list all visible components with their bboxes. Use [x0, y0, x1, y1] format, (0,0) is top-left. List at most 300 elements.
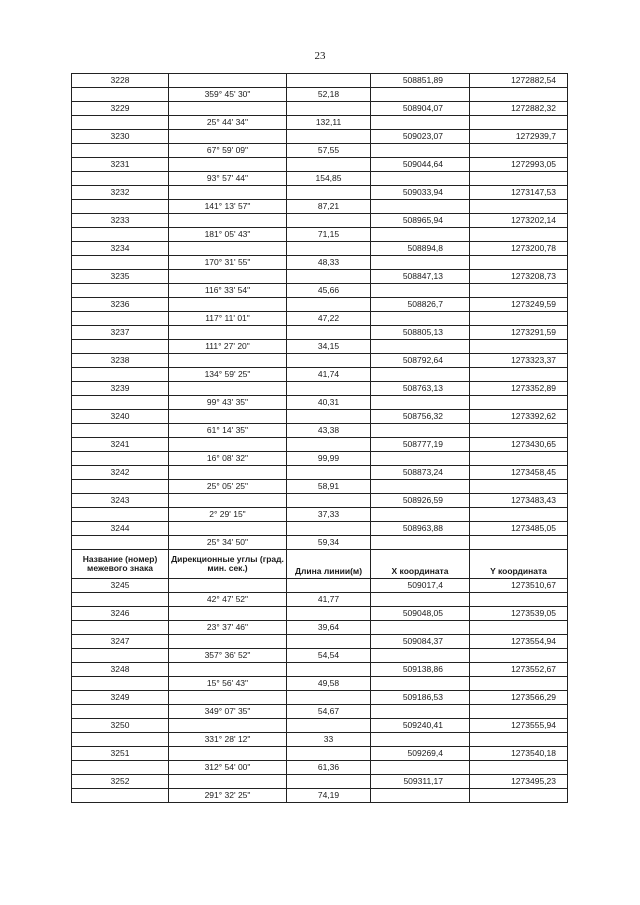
- marker-row: [72, 579, 568, 593]
- marker-name-cell: 3239: [72, 382, 169, 396]
- marker-name-cell: [72, 424, 169, 438]
- header-row: [72, 550, 568, 579]
- line-length-cell: [287, 635, 371, 649]
- line-length-cell: 58,91: [287, 480, 371, 494]
- marker-row: [72, 466, 568, 480]
- marker-name-cell: 3246: [72, 607, 169, 621]
- line-length-cell: [287, 607, 371, 621]
- direction-angle-cell: [169, 298, 287, 312]
- marker-name-cell: 3247: [72, 635, 169, 649]
- x-coordinate-cell: [371, 508, 470, 522]
- x-coordinate-cell: 508763,13: [371, 382, 470, 396]
- x-coordinate-cell: [371, 677, 470, 691]
- marker-name-cell: 3240: [72, 410, 169, 424]
- marker-name-cell: 3228: [72, 74, 169, 88]
- x-coordinate-cell: 509048,05: [371, 607, 470, 621]
- marker-name-cell: 3242: [72, 466, 169, 480]
- line-length-cell: 52,18: [287, 88, 371, 102]
- marker-row: [72, 158, 568, 172]
- x-coordinate-cell: [371, 424, 470, 438]
- header-angle: Дирекционные углы (град. мин. сек.): [169, 550, 287, 579]
- line-length-cell: [287, 354, 371, 368]
- header-x: X координата: [371, 550, 470, 579]
- segment-row: [72, 116, 568, 130]
- x-coordinate-cell: 508926,59: [371, 494, 470, 508]
- direction-angle-cell: 116° 33' 54": [169, 284, 287, 298]
- segment-row: [72, 508, 568, 522]
- direction-angle-cell: 67° 59' 09": [169, 144, 287, 158]
- y-coordinate-cell: [470, 228, 568, 242]
- marker-name-cell: 3235: [72, 270, 169, 284]
- y-coordinate-cell: [470, 424, 568, 438]
- direction-angle-cell: [169, 186, 287, 200]
- segment-row: [72, 761, 568, 775]
- direction-angle-cell: [169, 74, 287, 88]
- direction-angle-cell: [169, 382, 287, 396]
- segment-row: [72, 480, 568, 494]
- direction-angle-cell: 312° 54' 00": [169, 761, 287, 775]
- x-coordinate-cell: 509311,17: [371, 775, 470, 789]
- line-length-cell: [287, 438, 371, 452]
- marker-row: [72, 438, 568, 452]
- segment-row: [72, 593, 568, 607]
- line-length-cell: [287, 382, 371, 396]
- direction-angle-cell: 16° 08' 32": [169, 452, 287, 466]
- y-coordinate-cell: 1273554,94: [470, 635, 568, 649]
- marker-name-cell: 3237: [72, 326, 169, 340]
- y-coordinate-cell: 1272882,54: [470, 74, 568, 88]
- line-length-cell: 45,66: [287, 284, 371, 298]
- x-coordinate-cell: 508826,7: [371, 298, 470, 312]
- marker-name-cell: 3238: [72, 354, 169, 368]
- x-coordinate-cell: [371, 256, 470, 270]
- x-coordinate-cell: 508904,07: [371, 102, 470, 116]
- header-length: Длина линии(м): [287, 550, 371, 579]
- marker-name-cell: [72, 705, 169, 719]
- segment-row: [72, 284, 568, 298]
- x-coordinate-cell: [371, 789, 470, 803]
- line-length-cell: 33: [287, 733, 371, 747]
- segment-row: [72, 705, 568, 719]
- segment-row: [72, 340, 568, 354]
- x-coordinate-cell: [371, 536, 470, 550]
- y-coordinate-cell: 1273495,23: [470, 775, 568, 789]
- direction-angle-cell: 61° 14' 35": [169, 424, 287, 438]
- x-coordinate-cell: 508873,24: [371, 466, 470, 480]
- x-coordinate-cell: 509240,41: [371, 719, 470, 733]
- direction-angle-cell: [169, 326, 287, 340]
- direction-angle-cell: [169, 466, 287, 480]
- marker-row: [72, 102, 568, 116]
- marker-name-cell: 3233: [72, 214, 169, 228]
- direction-angle-cell: [169, 522, 287, 536]
- direction-angle-cell: 141° 13' 57": [169, 200, 287, 214]
- y-coordinate-cell: 1273147,53: [470, 186, 568, 200]
- segment-row: [72, 424, 568, 438]
- direction-angle-cell: [169, 102, 287, 116]
- x-coordinate-cell: 509186,53: [371, 691, 470, 705]
- table-section-upper: [72, 74, 568, 550]
- header-y: Y координата: [470, 550, 568, 579]
- x-coordinate-cell: 509033,94: [371, 186, 470, 200]
- y-coordinate-cell: [470, 761, 568, 775]
- line-length-cell: 41,77: [287, 593, 371, 607]
- y-coordinate-cell: [470, 452, 568, 466]
- line-length-cell: [287, 494, 371, 508]
- y-coordinate-cell: 1273555,94: [470, 719, 568, 733]
- direction-angle-cell: [169, 438, 287, 452]
- marker-name-cell: [72, 228, 169, 242]
- direction-angle-cell: [169, 663, 287, 677]
- x-coordinate-cell: 508963,88: [371, 522, 470, 536]
- header-name: Название (номер) межевого знака: [72, 550, 169, 579]
- x-coordinate-cell: [371, 144, 470, 158]
- segment-row: [72, 536, 568, 550]
- marker-row: [72, 719, 568, 733]
- x-coordinate-cell: [371, 649, 470, 663]
- x-coordinate-cell: 508847,13: [371, 270, 470, 284]
- x-coordinate-cell: [371, 733, 470, 747]
- marker-name-cell: 3244: [72, 522, 169, 536]
- line-length-cell: 61,36: [287, 761, 371, 775]
- segment-row: [72, 88, 568, 102]
- table-section-lower: [72, 579, 568, 803]
- y-coordinate-cell: [470, 480, 568, 494]
- marker-name-cell: [72, 116, 169, 130]
- line-length-cell: [287, 747, 371, 761]
- y-coordinate-cell: 1273430,65: [470, 438, 568, 452]
- y-coordinate-cell: [470, 508, 568, 522]
- direction-angle-cell: [169, 494, 287, 508]
- line-length-cell: 47,22: [287, 312, 371, 326]
- direction-angle-cell: 25° 05' 25": [169, 480, 287, 494]
- x-coordinate-cell: [371, 340, 470, 354]
- segment-row: [72, 733, 568, 747]
- x-coordinate-cell: [371, 228, 470, 242]
- marker-row: [72, 354, 568, 368]
- x-coordinate-cell: 509017,4: [371, 579, 470, 593]
- x-coordinate-cell: [371, 116, 470, 130]
- marker-row: [72, 270, 568, 284]
- direction-angle-cell: [169, 130, 287, 144]
- y-coordinate-cell: 1273202,14: [470, 214, 568, 228]
- y-coordinate-cell: 1273485,05: [470, 522, 568, 536]
- x-coordinate-cell: 508805,13: [371, 326, 470, 340]
- line-length-cell: [287, 691, 371, 705]
- marker-name-cell: [72, 649, 169, 663]
- direction-angle-cell: [169, 158, 287, 172]
- x-coordinate-cell: [371, 284, 470, 298]
- y-coordinate-cell: 1273200,78: [470, 242, 568, 256]
- line-length-cell: [287, 775, 371, 789]
- direction-angle-cell: [169, 607, 287, 621]
- marker-name-cell: 3243: [72, 494, 169, 508]
- y-coordinate-cell: [470, 116, 568, 130]
- marker-name-cell: 3231: [72, 158, 169, 172]
- marker-name-cell: 3252: [72, 775, 169, 789]
- y-coordinate-cell: 1273566,29: [470, 691, 568, 705]
- marker-name-cell: [72, 452, 169, 466]
- line-length-cell: 54,54: [287, 649, 371, 663]
- x-coordinate-cell: [371, 312, 470, 326]
- marker-name-cell: [72, 312, 169, 326]
- segment-row: [72, 228, 568, 242]
- direction-angle-cell: 134° 59' 25": [169, 368, 287, 382]
- direction-angle-cell: 99° 43' 35": [169, 396, 287, 410]
- marker-name-cell: [72, 284, 169, 298]
- table-header: [72, 550, 568, 579]
- direction-angle-cell: 2° 29' 15": [169, 508, 287, 522]
- x-coordinate-cell: [371, 761, 470, 775]
- segment-row: [72, 789, 568, 803]
- y-coordinate-cell: [470, 144, 568, 158]
- y-coordinate-cell: 1272939,7: [470, 130, 568, 144]
- y-coordinate-cell: [470, 88, 568, 102]
- line-length-cell: 43,38: [287, 424, 371, 438]
- marker-row: [72, 747, 568, 761]
- marker-name-cell: [72, 340, 169, 354]
- line-length-cell: [287, 158, 371, 172]
- y-coordinate-cell: [470, 200, 568, 214]
- y-coordinate-cell: [470, 705, 568, 719]
- marker-name-cell: [72, 677, 169, 691]
- x-coordinate-cell: [371, 172, 470, 186]
- x-coordinate-cell: [371, 593, 470, 607]
- y-coordinate-cell: 1272882,32: [470, 102, 568, 116]
- segment-row: [72, 368, 568, 382]
- boundary-coordinates-table: [71, 73, 568, 803]
- marker-row: [72, 607, 568, 621]
- direction-angle-cell: [169, 691, 287, 705]
- segment-row: [72, 172, 568, 186]
- marker-name-cell: [72, 144, 169, 158]
- y-coordinate-cell: [470, 340, 568, 354]
- direction-angle-cell: [169, 270, 287, 284]
- marker-name-cell: [72, 172, 169, 186]
- marker-name-cell: 3241: [72, 438, 169, 452]
- marker-row: [72, 522, 568, 536]
- segment-row: [72, 677, 568, 691]
- marker-name-cell: [72, 508, 169, 522]
- y-coordinate-cell: 1273392,62: [470, 410, 568, 424]
- segment-row: [72, 621, 568, 635]
- line-length-cell: 74,19: [287, 789, 371, 803]
- x-coordinate-cell: 509138,86: [371, 663, 470, 677]
- direction-angle-cell: 25° 44' 34": [169, 116, 287, 130]
- line-length-cell: 54,67: [287, 705, 371, 719]
- x-coordinate-cell: [371, 396, 470, 410]
- line-length-cell: 37,33: [287, 508, 371, 522]
- segment-row: [72, 200, 568, 214]
- x-coordinate-cell: 508777,19: [371, 438, 470, 452]
- direction-angle-cell: 291° 32' 25": [169, 789, 287, 803]
- y-coordinate-cell: 1273510,67: [470, 579, 568, 593]
- direction-angle-cell: [169, 775, 287, 789]
- marker-name-cell: 3248: [72, 663, 169, 677]
- line-length-cell: [287, 579, 371, 593]
- segment-row: [72, 256, 568, 270]
- line-length-cell: [287, 186, 371, 200]
- marker-name-cell: 3230: [72, 130, 169, 144]
- direction-angle-cell: [169, 354, 287, 368]
- marker-name-cell: [72, 256, 169, 270]
- direction-angle-cell: 23° 37' 46": [169, 621, 287, 635]
- marker-row: [72, 494, 568, 508]
- marker-name-cell: [72, 480, 169, 494]
- x-coordinate-cell: 508894,8: [371, 242, 470, 256]
- x-coordinate-cell: 508965,94: [371, 214, 470, 228]
- y-coordinate-cell: 1273352,89: [470, 382, 568, 396]
- marker-row: [72, 186, 568, 200]
- x-coordinate-cell: [371, 621, 470, 635]
- marker-name-cell: 3236: [72, 298, 169, 312]
- x-coordinate-cell: [371, 452, 470, 466]
- marker-row: [72, 214, 568, 228]
- marker-name-cell: [72, 200, 169, 214]
- x-coordinate-cell: [371, 200, 470, 214]
- y-coordinate-cell: 1273208,73: [470, 270, 568, 284]
- x-coordinate-cell: 509269,4: [371, 747, 470, 761]
- y-coordinate-cell: 1273539,05: [470, 607, 568, 621]
- line-length-cell: 71,15: [287, 228, 371, 242]
- direction-angle-cell: [169, 579, 287, 593]
- y-coordinate-cell: [470, 284, 568, 298]
- line-length-cell: [287, 298, 371, 312]
- marker-name-cell: [72, 396, 169, 410]
- direction-angle-cell: 42° 47' 52": [169, 593, 287, 607]
- line-length-cell: [287, 102, 371, 116]
- line-length-cell: [287, 466, 371, 480]
- marker-row: [72, 242, 568, 256]
- direction-angle-cell: [169, 747, 287, 761]
- direction-angle-cell: [169, 242, 287, 256]
- marker-name-cell: 3250: [72, 719, 169, 733]
- y-coordinate-cell: 1273483,43: [470, 494, 568, 508]
- marker-row: [72, 663, 568, 677]
- y-coordinate-cell: [470, 621, 568, 635]
- line-length-cell: [287, 326, 371, 340]
- y-coordinate-cell: [470, 312, 568, 326]
- direction-angle-cell: 117° 11' 01": [169, 312, 287, 326]
- direction-angle-cell: 331° 28' 12": [169, 733, 287, 747]
- direction-angle-cell: 359° 45' 30": [169, 88, 287, 102]
- x-coordinate-cell: 509084,37: [371, 635, 470, 649]
- x-coordinate-cell: [371, 368, 470, 382]
- y-coordinate-cell: [470, 256, 568, 270]
- direction-angle-cell: 111° 27' 20": [169, 340, 287, 354]
- marker-row: [72, 410, 568, 424]
- marker-name-cell: 3245: [72, 579, 169, 593]
- marker-row: [72, 691, 568, 705]
- line-length-cell: [287, 270, 371, 284]
- marker-row: [72, 74, 568, 88]
- line-length-cell: [287, 130, 371, 144]
- direction-angle-cell: 357° 36' 52": [169, 649, 287, 663]
- line-length-cell: 87,21: [287, 200, 371, 214]
- line-length-cell: 59,34: [287, 536, 371, 550]
- marker-name-cell: 3251: [72, 747, 169, 761]
- marker-name-cell: [72, 761, 169, 775]
- marker-row: [72, 326, 568, 340]
- y-coordinate-cell: 1273540,18: [470, 747, 568, 761]
- marker-name-cell: [72, 88, 169, 102]
- y-coordinate-cell: [470, 396, 568, 410]
- line-length-cell: 48,33: [287, 256, 371, 270]
- y-coordinate-cell: [470, 172, 568, 186]
- line-length-cell: 41,74: [287, 368, 371, 382]
- marker-row: [72, 130, 568, 144]
- marker-name-cell: [72, 789, 169, 803]
- segment-row: [72, 396, 568, 410]
- marker-name-cell: [72, 536, 169, 550]
- y-coordinate-cell: 1273249,59: [470, 298, 568, 312]
- line-length-cell: [287, 214, 371, 228]
- marker-row: [72, 775, 568, 789]
- direction-angle-cell: [169, 635, 287, 649]
- y-coordinate-cell: 1273291,59: [470, 326, 568, 340]
- y-coordinate-cell: [470, 368, 568, 382]
- x-coordinate-cell: [371, 480, 470, 494]
- x-coordinate-cell: 508851,89: [371, 74, 470, 88]
- direction-angle-cell: 25° 34' 50": [169, 536, 287, 550]
- x-coordinate-cell: 508792,64: [371, 354, 470, 368]
- direction-angle-cell: 170° 31' 55": [169, 256, 287, 270]
- page-number: 23: [314, 50, 326, 62]
- x-coordinate-cell: 509044,64: [371, 158, 470, 172]
- direction-angle-cell: 93° 57' 44": [169, 172, 287, 186]
- line-length-cell: [287, 663, 371, 677]
- marker-name-cell: 3232: [72, 186, 169, 200]
- x-coordinate-cell: [371, 88, 470, 102]
- line-length-cell: 154,85: [287, 172, 371, 186]
- y-coordinate-cell: 1273552,67: [470, 663, 568, 677]
- direction-angle-cell: 349° 07' 35": [169, 705, 287, 719]
- direction-angle-cell: 15° 56' 43": [169, 677, 287, 691]
- line-length-cell: [287, 74, 371, 88]
- marker-row: [72, 382, 568, 396]
- marker-name-cell: [72, 593, 169, 607]
- marker-name-cell: 3249: [72, 691, 169, 705]
- marker-row: [72, 298, 568, 312]
- marker-name-cell: 3229: [72, 102, 169, 116]
- direction-angle-cell: [169, 214, 287, 228]
- segment-row: [72, 144, 568, 158]
- marker-row: [72, 635, 568, 649]
- segment-row: [72, 452, 568, 466]
- x-coordinate-cell: 509023,07: [371, 130, 470, 144]
- direction-angle-cell: 181° 05' 43": [169, 228, 287, 242]
- y-coordinate-cell: [470, 649, 568, 663]
- line-length-cell: 39,64: [287, 621, 371, 635]
- line-length-cell: 99,99: [287, 452, 371, 466]
- line-length-cell: 57,55: [287, 144, 371, 158]
- y-coordinate-cell: 1272993,05: [470, 158, 568, 172]
- y-coordinate-cell: [470, 677, 568, 691]
- direction-angle-cell: [169, 410, 287, 424]
- line-length-cell: 40,31: [287, 396, 371, 410]
- y-coordinate-cell: [470, 593, 568, 607]
- line-length-cell: 49,58: [287, 677, 371, 691]
- marker-name-cell: 3234: [72, 242, 169, 256]
- line-length-cell: [287, 410, 371, 424]
- segment-row: [72, 649, 568, 663]
- direction-angle-cell: [169, 719, 287, 733]
- line-length-cell: 132,11: [287, 116, 371, 130]
- y-coordinate-cell: [470, 733, 568, 747]
- x-coordinate-cell: [371, 705, 470, 719]
- line-length-cell: 34,15: [287, 340, 371, 354]
- y-coordinate-cell: 1273458,45: [470, 466, 568, 480]
